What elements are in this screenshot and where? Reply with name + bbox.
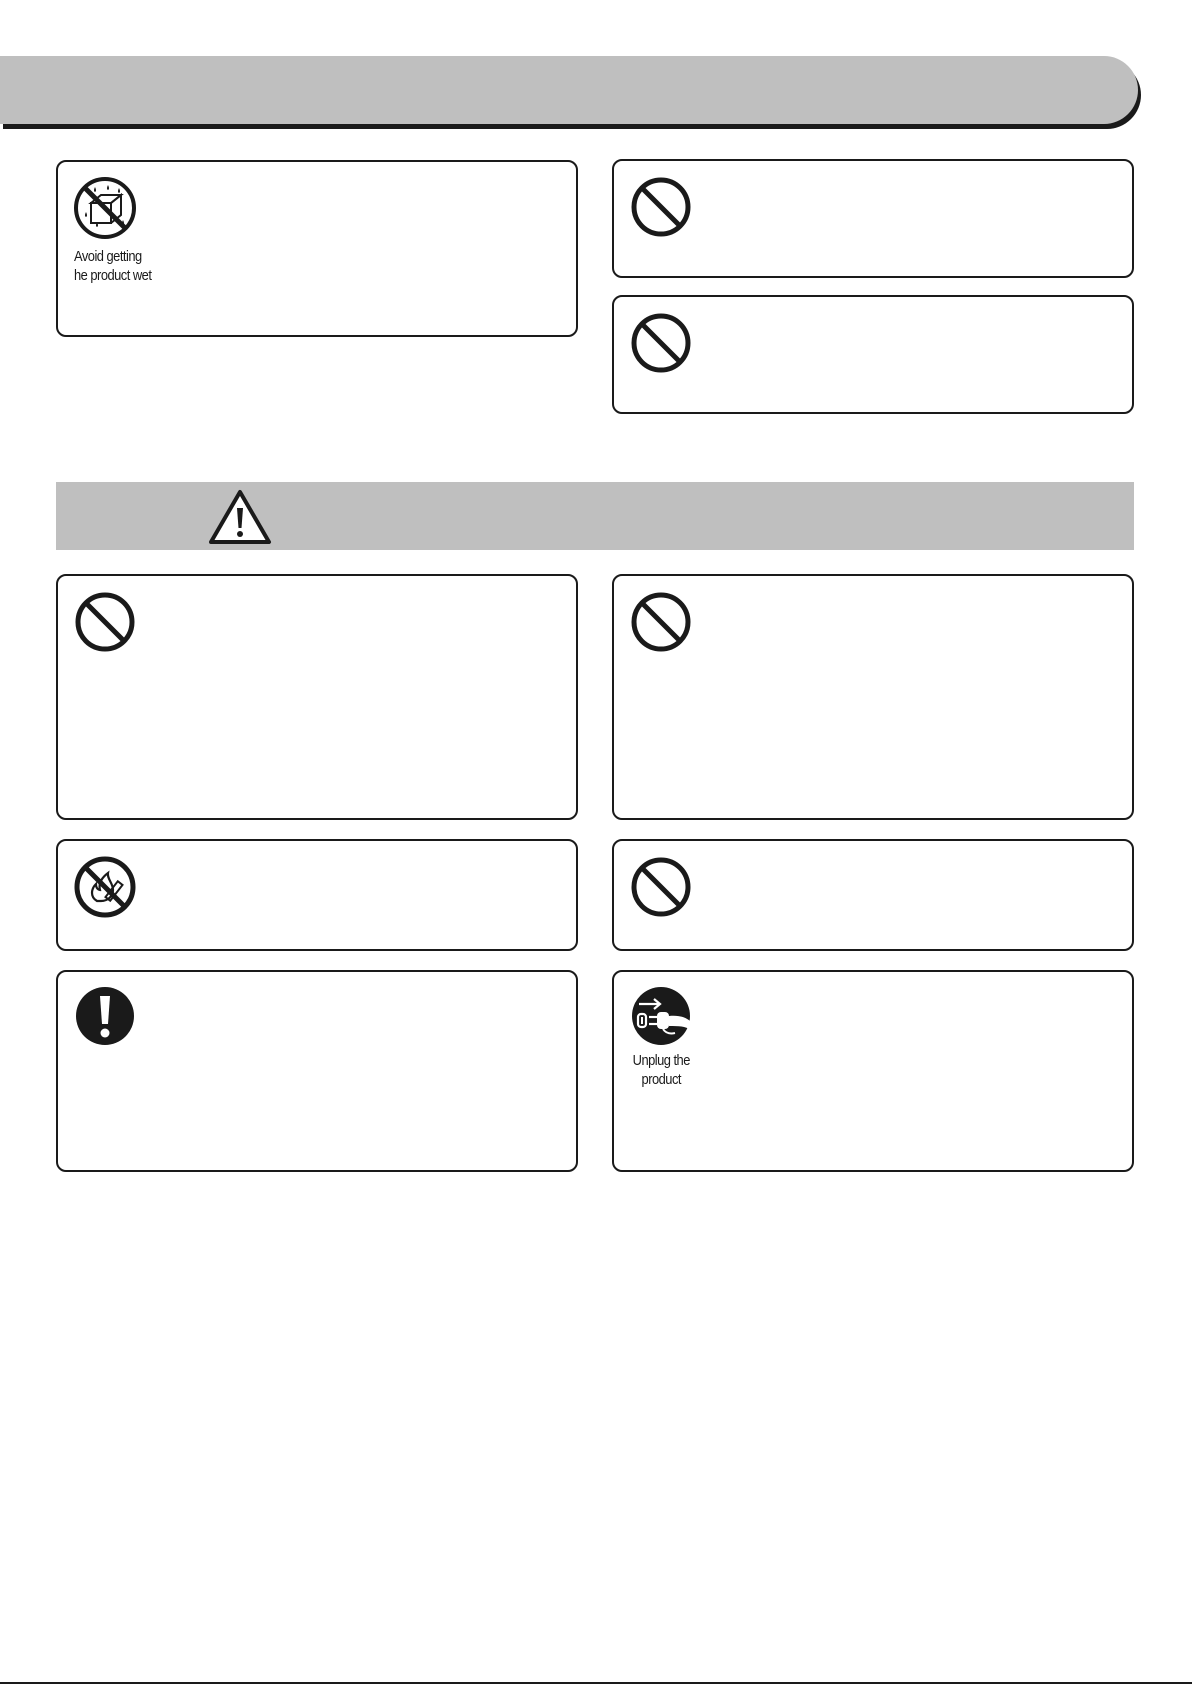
no-open-flame-icon xyxy=(73,855,137,919)
exclamation-icon xyxy=(73,984,137,1048)
section-header-band xyxy=(0,56,1138,124)
prohibition-icon xyxy=(629,175,693,239)
box-mandatory xyxy=(56,970,578,1172)
unplug-label-line-1: Unplug the xyxy=(632,1052,690,1069)
box-prohibit-top-2 xyxy=(612,295,1134,414)
box-no-fire xyxy=(56,839,578,951)
avoid-wet-label-line-2: he product wet xyxy=(74,267,152,284)
box-prohibit-left-1 xyxy=(56,574,578,820)
warning-triangle-icon xyxy=(207,488,273,546)
box-unplug xyxy=(612,970,1134,1172)
page-bottom-rule xyxy=(0,1682,1192,1684)
avoid-wet-label xyxy=(74,247,152,285)
prohibition-icon xyxy=(629,590,693,654)
avoid-wet-label-line-1: Avoid getting xyxy=(74,248,142,265)
prohibition-icon xyxy=(73,590,137,654)
caution-band xyxy=(56,482,1134,550)
box-avoid-wet xyxy=(56,160,578,337)
box-prohibit-right-2 xyxy=(612,839,1134,951)
unplug-label xyxy=(626,1051,697,1089)
prohibition-icon xyxy=(629,311,693,375)
box-prohibit-top-1 xyxy=(612,159,1134,278)
unplug-label-line-2: product xyxy=(641,1071,681,1088)
unplug-icon xyxy=(629,984,693,1048)
box-prohibit-right-1 xyxy=(612,574,1134,820)
prohibition-icon xyxy=(629,855,693,919)
no-water-icon xyxy=(73,176,137,240)
